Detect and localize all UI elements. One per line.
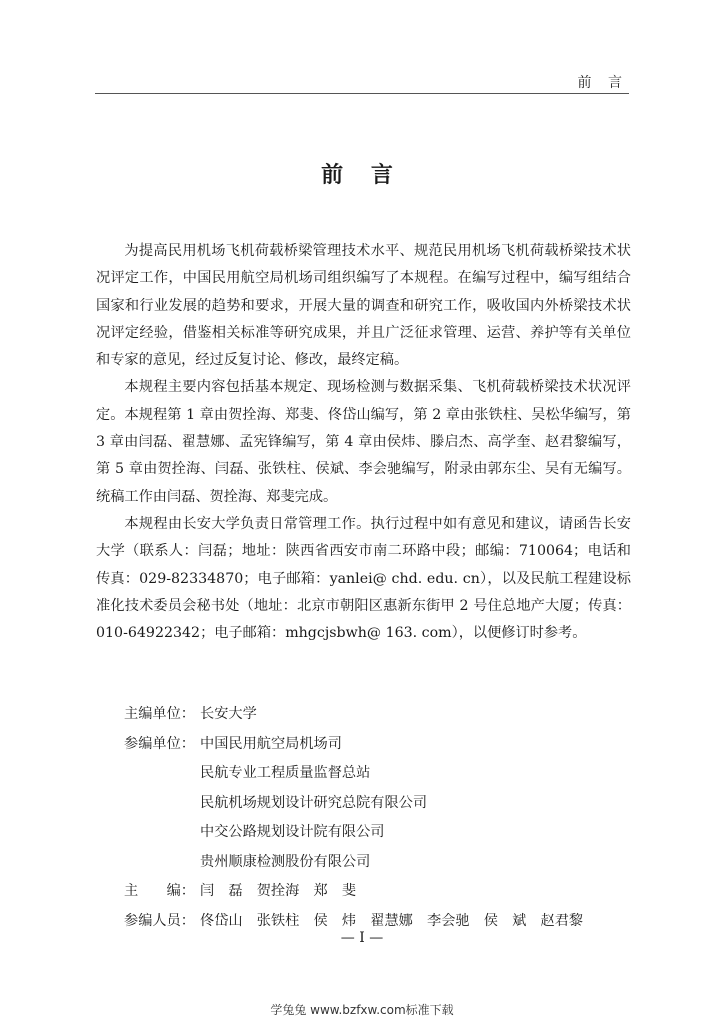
watermark-link[interactable]: 学兔兔 www.bzfxw.com标准下载 <box>270 1003 454 1017</box>
unit-label: 主 编： <box>124 883 195 899</box>
unit-row <box>124 700 644 730</box>
header-divider <box>95 93 629 94</box>
paragraph-contact: 本规程由长安大学负责日常管理工作。执行过程中如有意见和建议，请函告长安大学（联系人：闫磊；地址：陕西省西安市南二环路中段；邮编：710064；电话和传真：029-82334870；电子邮箱：yanlei@ chd. edu. cn），以及民航工程建设标准化技术委员会秘书处（地址：北京市朝阳区惠新东街甲 2 号住总地产大厦；传真：010-64922342；电子邮箱：mhgcjsbwh@ 163. com），以便修订时参考。 <box>96 515 631 642</box>
paragraph-purpose: 为提高民用机场飞机荷载桥梁管理技术水平、规范民用机场飞机荷载桥梁技术状况评定工作，中国民用航空局机场司组织编写了本规程。在编写过程中，编写组结合国家和行业发展的趋势和要求，开展大量的调查和研究工作，吸收国内外桥梁技术状况评定经验，借鉴相关标准等研究成果，并且广泛征求管理、运营、养护等有关单位和专家的意见，经过反复讨论、修改，最终定稿。 <box>96 243 631 369</box>
unit-row <box>124 877 644 907</box>
running-header: 前 言 <box>577 75 628 91</box>
unit-row <box>124 789 644 819</box>
unit-label <box>124 818 200 848</box>
page-number: — I — <box>340 930 384 946</box>
unit-row <box>124 759 644 789</box>
unit-label <box>124 759 200 789</box>
unit-value: 中国民用航空局机场司 <box>200 735 342 752</box>
unit-row <box>124 818 644 848</box>
unit-value: 佟岱山 张铁柱 侯 炜 翟慧娜 李会驰 侯 斌 赵君黎 <box>200 912 584 929</box>
preface-body <box>96 238 631 647</box>
editorial-units <box>124 700 644 936</box>
paragraph-contents: 本规程主要内容包括基本规定、现场检测与数据采集、飞机荷载桥梁技术状况评定。本规程第 1 章由贺拴海、郑斐、佟岱山编写，第 2 章由张铁柱、吴松华编写，第 3 章由闫磊、翟慧娜、孟宪锋编写，第 4 章由侯炜、滕启杰、高学奎、赵君黎编写，第 5 章由贺拴海、闫磊、张铁柱、侯斌、李会驰编写，附录由郭东尘、吴有无编写。统稿工作由闫磊、贺拴海、郑斐完成。 <box>96 379 631 505</box>
unit-label <box>124 848 200 878</box>
page-title: 前 言 <box>321 162 403 188</box>
unit-label <box>124 789 200 819</box>
unit-label: 参编单位： <box>124 735 195 752</box>
unit-value: 民航专业工程质量监督总站 <box>200 765 371 781</box>
unit-label: 主编单位： <box>124 706 195 722</box>
unit-value: 中交公路规划设计院有限公司 <box>200 824 385 840</box>
unit-label: 参编人员： <box>124 912 195 929</box>
unit-row <box>124 730 644 760</box>
unit-value: 闫 磊 贺拴海 郑 斐 <box>200 883 357 899</box>
unit-value: 贵州顺康检测股份有限公司 <box>200 853 371 870</box>
unit-row <box>124 848 644 878</box>
unit-value: 长安大学 <box>200 706 257 722</box>
unit-value: 民航机场规划设计研究总院有限公司 <box>200 794 428 811</box>
